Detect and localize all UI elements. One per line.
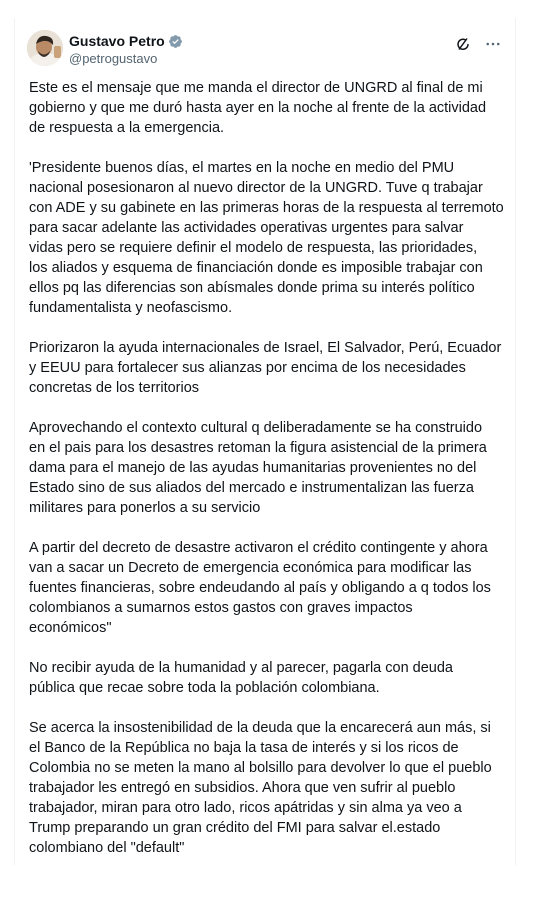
tweet-paragraph: Este es el mensaje que me manda el director de UNGRD al final de mi gobierno y que me duró hasta ayer en la noche al frente de la actividad de respuesta a la emergencia. [29,80,487,136]
tweet-header [27,30,503,70]
more-icon[interactable] [483,34,503,54]
author-names [69,32,183,68]
tweet-paragraph: No recibir ayuda de la humanidad y al parecer, pagarla con deuda pública que recae sobre toda la población colombiana. [29,660,453,696]
tweet-paragraph: A partir del decreto de desastre activaron el crédito contingente y ahora van a sacar un Decreto de emergencia económica para modificar las fuentes financieras, sobre endeudando al país y obligando a q todos los colombianos a sumarnos estos gastos con graves impactos económicos" [29,540,491,636]
tweet-text [29,78,509,858]
display-name[interactable]: Gustavo Petro [69,33,165,49]
avatar[interactable] [27,30,63,66]
tweet-paragraph: 'Presidente buenos días, el martes en la noche en medio del PMU nacional posesionaron al nuevo director de la UNGRD. Tuve q trabajar con ADE y su gabinete en las primeras horas de la respuesta al terremoto para sacar adelante las actividades operativas urgentes para salvar vidas pero se requiere definir el modelo de respuesta, las prioridades, los aliados y esquema de financiación donde es imposible trabajar con ellos pq las diferencias son abísmales donde prima su interés político fundamentalista y neofascismo. [29,160,504,316]
display-name-row [69,32,183,50]
verified-badge-icon [168,34,183,49]
tweet-paragraph: Se acerca la insostenibilidad de la deuda que la encarecerá aun más, si el Banco de la República no baja la tasa de interés y si los ricos de Colombia no se meten la mano al bolsillo para devolver lo que el pueblo trabajador les entregó en subsidios. Ahora que ven sufrir al pueblo trabajador, miran para otro lado, ricos apátridas y sin alma ya veo a Trump preparando un gran crédito del FMI para salvar el.estado colombiano del "default" [29,720,492,856]
tweet-paragraph: Aprovechando el contexto cultural q deliberadamente se ha construido en el pais para los desastres retoman la figura asistencial de la primera dama para el manejo de las ayudas humanitarias provenientes no del Estado sino de sus aliados del mercado e instrumentalizan las fuerza militares para ponerlos a su servicio [29,420,487,516]
header-actions [453,34,503,54]
tweet-card[interactable] [14,18,516,865]
avatar-image [27,30,63,66]
tweet-paragraph: Priorizaron la ayuda internacionales de Israel, El Salvador, Perú, Ecuador y EEUU para fortalecer sus alianzas por encima de los necesidades concretas de los territorios [29,340,502,396]
author-handle[interactable]: @petrogustavo [69,51,158,66]
grok-icon[interactable] [453,34,473,54]
